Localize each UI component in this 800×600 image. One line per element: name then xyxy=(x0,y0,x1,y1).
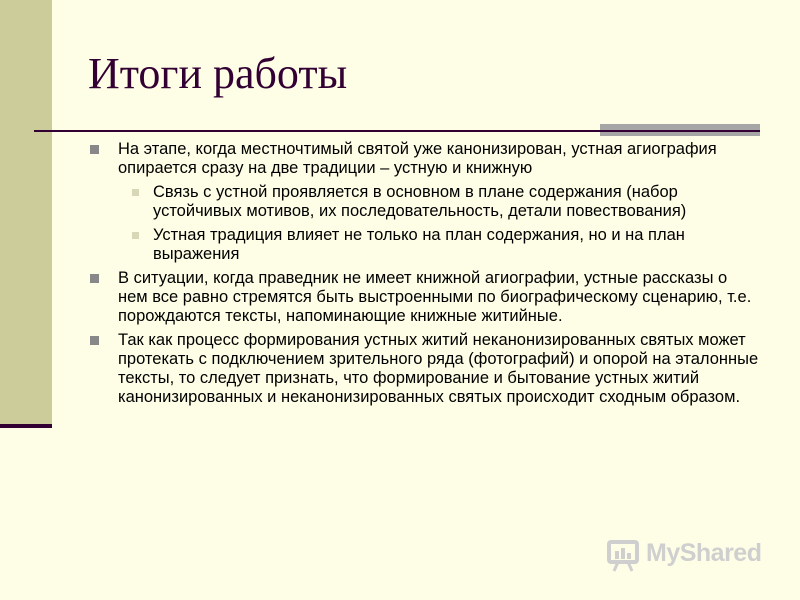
square-bullet-icon xyxy=(90,145,99,154)
bullet-text: На этапе, когда местночтимый святой уже канонизирован, устная агиография опирается сразу на две традиции – устную и книжную xyxy=(118,140,717,177)
square-bullet-icon xyxy=(90,336,99,345)
subbullet-item xyxy=(90,183,760,221)
bullet-item xyxy=(90,140,760,178)
subbullet-text: Устная традиция влияет не только на план содержания, но и на план выражения xyxy=(153,226,685,263)
bullet-item xyxy=(90,331,760,407)
slide-title: Итоги работы xyxy=(88,49,348,98)
watermark-text: MyShared xyxy=(646,539,762,567)
square-subbullet-icon xyxy=(132,189,139,196)
title-underline xyxy=(34,130,760,132)
subbullet-item xyxy=(90,226,760,264)
bullet-text: Так как процесс формирования устных житий неканонизированных святых может протекать с подключением зрительного ряда (фотографий) и опорой на эталонные тексты, то следует признать, что формирование и бытование устных житий канонизированных и неканонизированных святых происходит сходным образом. xyxy=(118,331,759,406)
slide-body xyxy=(90,140,760,412)
presentation-board-icon xyxy=(606,537,642,573)
bullet-text: В ситуации, когда праведник не имеет книжной агиографии, устные рассказы о нем все равно стремятся быть выстроенными по биографическому сценарию, т.е. порождаются тексты, напоминающие книжные житийные. xyxy=(118,269,752,325)
watermark-logo[interactable] xyxy=(606,537,766,573)
subbullet-text: Связь с устной проявляется в основном в плане содержания (набор устойчивых мотивов, их последовательность, детали повествования) xyxy=(153,183,687,220)
left-decorative-bar xyxy=(0,0,52,427)
bullet-item xyxy=(90,269,760,326)
left-bar-accent-line xyxy=(0,424,52,428)
square-bullet-icon xyxy=(90,274,99,283)
square-subbullet-icon xyxy=(132,232,139,239)
